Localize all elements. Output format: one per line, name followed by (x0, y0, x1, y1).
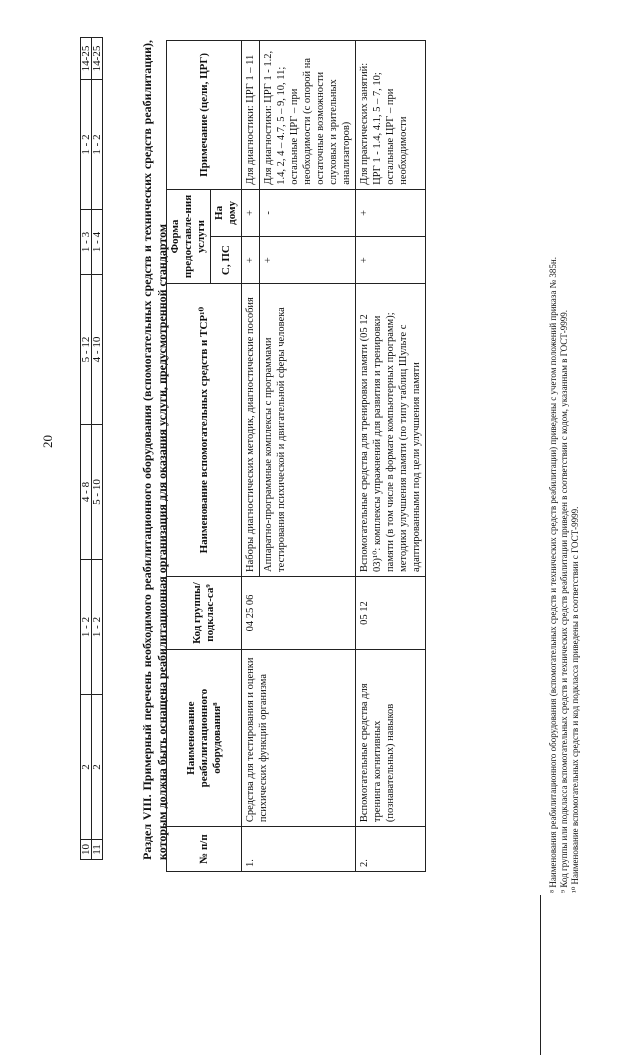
header-form-ps: С, ПС (211, 237, 242, 284)
page-number: 20 (40, 435, 55, 448)
header-tsr: Наименование вспомогательных средств и ТСР¹⁰ (167, 284, 242, 577)
footnotes (548, 33, 581, 893)
table-row: 10 2 1 - 2 4 - 8 5 - 12 1 - 3 1 - 2 14-25 (81, 38, 92, 860)
table-row: 11 2 1 - 2 5 - 10 4 - 10 1 - 4 1 - 2 14-25 (92, 38, 103, 860)
table-row: 2. Вспомогательные средства для тренинга когнитивных (познавательных) навыков 05 12 Вспомогательные средства для тренировки памяти (05 12 03)¹⁰: комплексы упражнений для развития и тренировки памяти (в том числе в формате компьютерных программ); методики улучшения памяти (по типу таблиц Шульте с адаптированными под цели улучшения памяти + + Для практических занятий: ЦРГ 1 - 1.4, 4.1, 5 – 7, 10; остальные ЦРГ – при необходимости (356, 41, 426, 872)
header-form: Форма предоставле-ния услуги (167, 189, 211, 283)
header-note: Примечание (цели, ЦРГ) (167, 41, 242, 190)
header-num: № п/п (167, 827, 242, 872)
footnote: ⁹ Код группы или подкласса вспомогательных средств и технических средств реабилитации приведен в соответствии с кодом, указанным в ГОСТ-9999. (559, 309, 569, 893)
equipment-table (166, 40, 426, 872)
section-title: Раздел VIII. Примерный перечень необходимого реабилитационного оборудования (вспомогательных средств и технических средств реабилитации), которым должна быть оснащена реабилитационная организация для оказания услуги, предусмотренной стандартом (140, 40, 169, 860)
header-code: Код группы/ подклас-са⁹ (167, 576, 242, 649)
table-row: Аппаратно-программные комплексы с программами тестирования психической и двигательной сферы человека + - Для диагностики: ЦРГ 1 - 1.2, 1.4, 2, 4 – 4.7, 5 – 9, 10, 11; остальные ЦРГ – при необходимости (с опорой на остаточные возможности слуховых и зрительных анализаторов) (260, 41, 356, 872)
table-header-row (167, 41, 211, 872)
footnote: ⁸ Наименования реабилитационного оборудования (вспомогательных средств и технических средств реабилитации) приведены с учетом положений приказа № 385н. (548, 257, 558, 893)
footnote: ¹⁰ Наименование вспомогательных средств и код подкласса приведены в соответствии с ГОСТ-9999. (570, 506, 580, 893)
continuation-table (80, 37, 103, 860)
header-equipment: Наименование реабилитационного оборудования⁸ (167, 650, 242, 827)
footnote-divider (540, 895, 541, 1055)
table-row: 1. Средства для тестирования и оценки психических функций организма 04 25 06 Наборы диагностических методик, диагностические пособия + + Для диагностики: ЦРГ 1 – 11 (242, 41, 260, 872)
header-form-home: На дому (211, 189, 242, 236)
